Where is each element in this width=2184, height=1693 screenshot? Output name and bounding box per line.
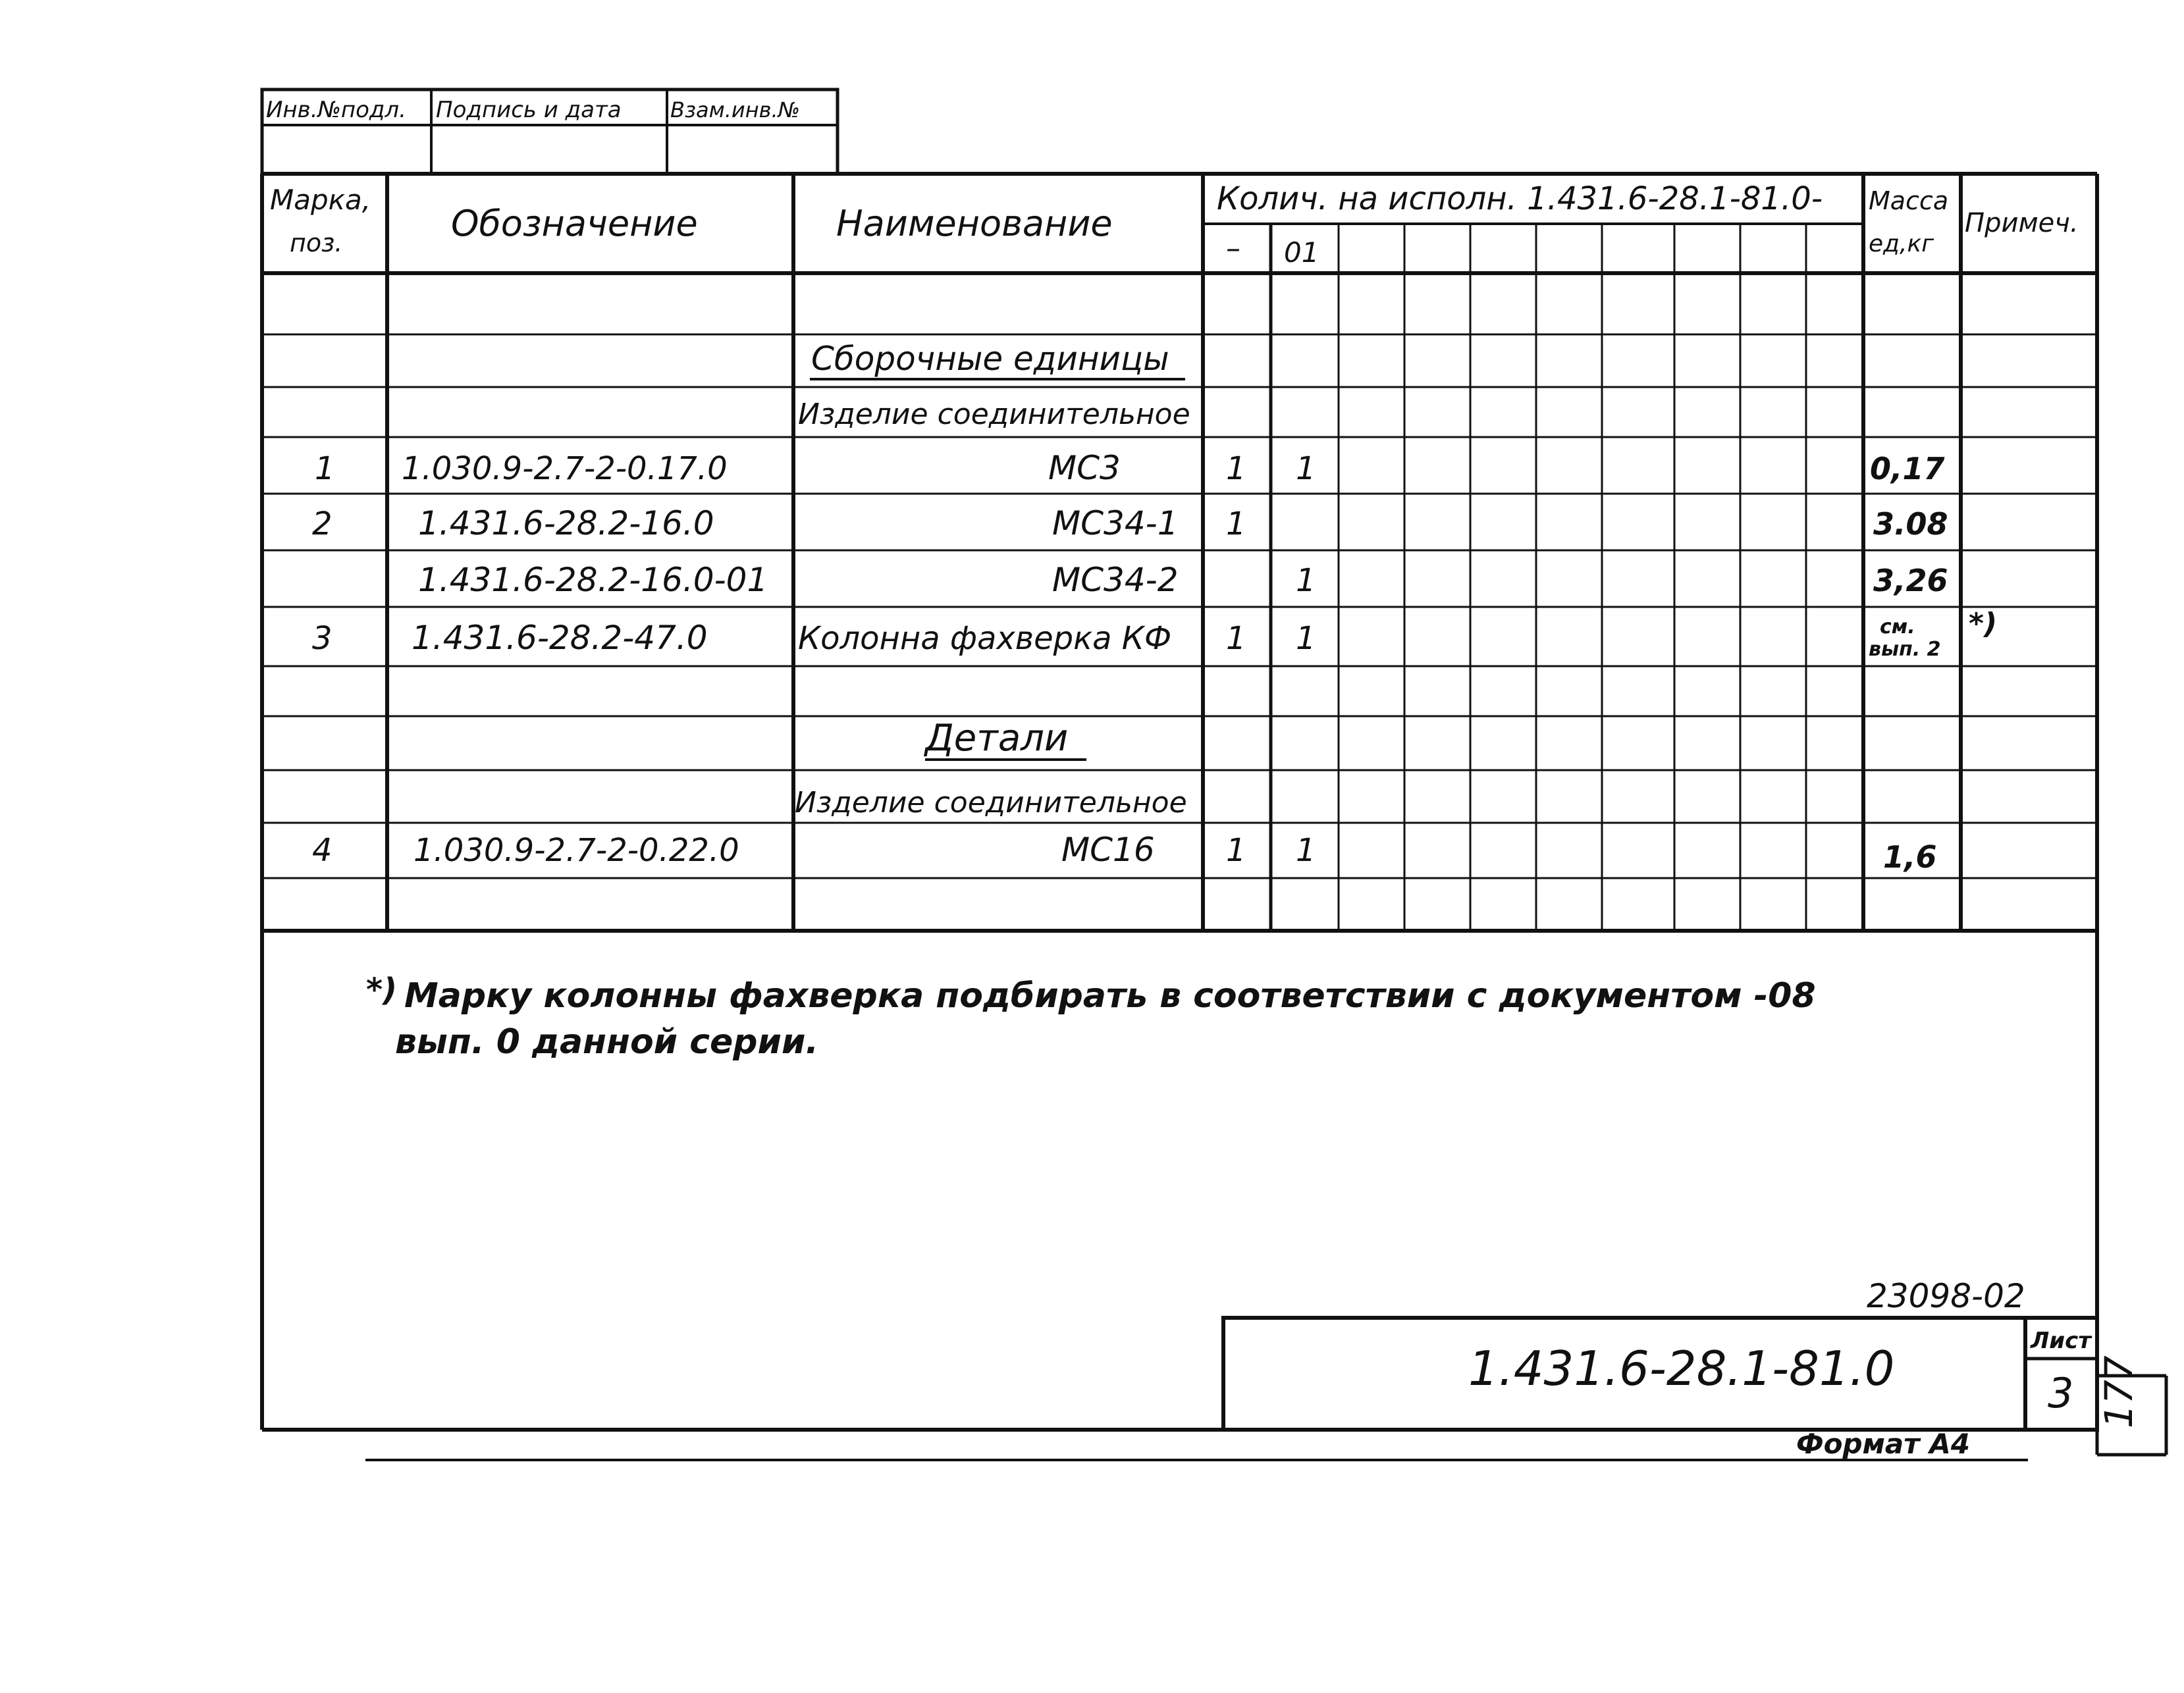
row-pos: 1 xyxy=(315,450,335,487)
table-row xyxy=(312,607,1997,661)
row-qty-01: 1 xyxy=(1296,832,1316,869)
format-label: Формат А4 xyxy=(1796,1428,1970,1460)
row-designation: 1.431.6-28.2-16.0-01 xyxy=(418,561,768,599)
row-qty-01: 1 xyxy=(1296,450,1316,487)
section-assembly-units: Сборочные единицы xyxy=(811,340,1169,378)
row-name: Колонна фахверка КФ xyxy=(798,620,1172,657)
stamp-box xyxy=(262,90,838,174)
header-quantity: Колич. на исполн. 1.431.6-28.1-81.0- xyxy=(1217,180,1823,217)
header-variant-01: 01 xyxy=(1284,236,1319,269)
main-frame xyxy=(262,174,2166,1455)
row-qty-01: 1 xyxy=(1296,620,1316,657)
header-mass: Масса xyxy=(1869,186,1949,215)
row-designation: 1.431.6-28.2-47.0 xyxy=(412,619,708,657)
row-qty-base: 1 xyxy=(1226,506,1246,542)
header-variant-base: – xyxy=(1226,232,1240,265)
row-pos: 3 xyxy=(312,620,333,657)
row-qty-base: 1 xyxy=(1226,620,1246,657)
sheet-label: Лист xyxy=(2031,1328,2091,1354)
row-mass: 1,6 xyxy=(1883,839,1937,875)
header-note: Примеч. xyxy=(1965,208,2079,238)
row-name: МС3 xyxy=(1048,449,1121,487)
header-pos: поз. xyxy=(290,228,343,257)
section-assembly-subtitle: Изделие соединительное xyxy=(798,398,1190,431)
header-designation: Обозначение xyxy=(451,203,698,244)
footnote-line-2: вып. 0 данной серии. xyxy=(395,1022,819,1062)
margin-number: 177 xyxy=(2096,1355,2141,1428)
header-marka: Марка, xyxy=(270,184,371,216)
row-name: МС16 xyxy=(1061,831,1155,869)
row-designation: 1.431.6-28.2-16.0 xyxy=(418,504,714,542)
row-pos: 4 xyxy=(312,832,333,869)
row-mass: 3.08 xyxy=(1873,506,1948,542)
footnote xyxy=(366,972,1816,1062)
footnote-line-1: Марку колонны фахверка подбирать в соответствии с документом -08 xyxy=(404,976,1816,1016)
stamp-header-replacement: Взам.инв.№ xyxy=(670,97,800,122)
table-row xyxy=(312,831,1937,875)
title-block xyxy=(1223,1318,2097,1430)
table-row xyxy=(418,561,1948,599)
row-pos: 2 xyxy=(312,506,333,542)
row-mass: см. вып. 2 xyxy=(1869,615,1941,661)
table-row xyxy=(315,449,1945,487)
stamp-header-inv: Инв.№подл. xyxy=(266,97,406,123)
row-designation: 1.030.9-2.7-2-0.22.0 xyxy=(413,832,739,869)
row-name: МС34-2 xyxy=(1052,561,1179,599)
row-designation: 1.030.9-2.7-2-0.17.0 xyxy=(402,450,728,487)
row-qty-base: 1 xyxy=(1226,832,1246,869)
footnote-mark: *) xyxy=(366,972,398,1008)
sheet-number: 3 xyxy=(2048,1369,2074,1417)
header-mass-unit: ед,кг xyxy=(1869,230,1934,257)
header-name: Наименование xyxy=(836,203,1113,244)
section-details-subtitle: Изделие соединительное xyxy=(795,786,1187,820)
row-mass: 0,17 xyxy=(1870,451,1945,486)
document-code: 1.431.6-28.1-81.0 xyxy=(1468,1341,1895,1396)
row-qty-base: 1 xyxy=(1226,450,1246,487)
row-name: МС34-1 xyxy=(1052,504,1179,542)
row-qty-01: 1 xyxy=(1296,562,1316,599)
table-row xyxy=(312,504,1948,542)
archive-number: 23098-02 xyxy=(1867,1277,2025,1315)
section-details: Детали xyxy=(925,717,1069,760)
stamp-header-signature: Подпись и дата xyxy=(436,97,622,123)
row-mass: 3,26 xyxy=(1873,563,1948,598)
row-note: *) xyxy=(1969,607,1998,640)
